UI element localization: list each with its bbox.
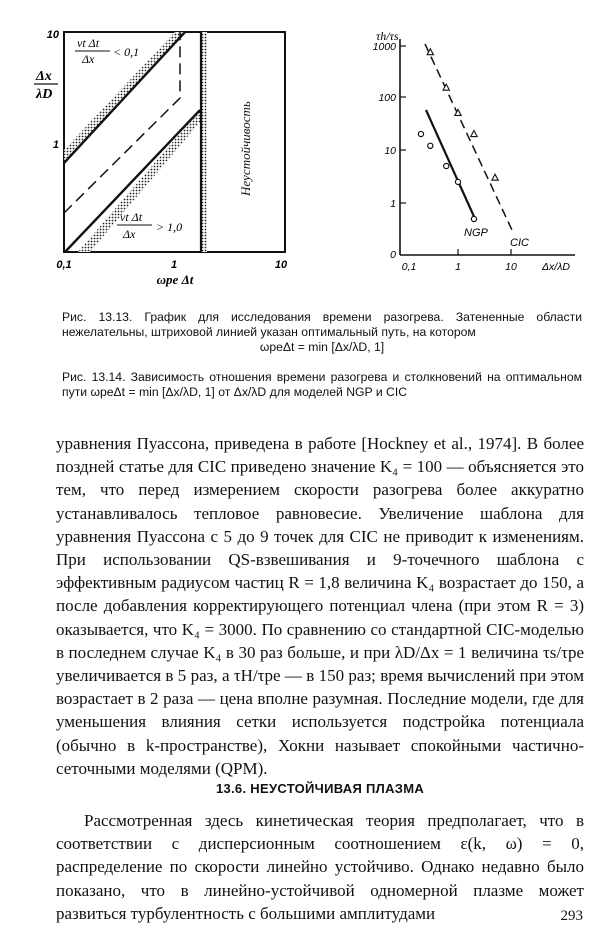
y-label-denominator: λD [36, 87, 53, 102]
section-heading: 13.6. НЕУСТОЙЧИВАЯ ПЛАЗМА [215, 781, 425, 796]
lower-label-relation: > 1,0 [156, 220, 183, 234]
lower-label-denominator: Δx [123, 227, 136, 241]
x-axis-label: Δx/λD [542, 261, 570, 273]
x-tick-label: 0,1 [401, 261, 417, 273]
y-axis-label [34, 69, 58, 102]
x-tick-label: 1 [170, 259, 178, 271]
y-tick-label: 1 [52, 139, 59, 151]
cic-data-point [492, 174, 498, 180]
ngp-data-point [418, 131, 423, 136]
y-tick-label: 100 [378, 92, 396, 104]
paragraph-text: Рассмотренная здесь кинетическая теория предполагает, что в соответствии с дисперсионным соотношением ε(k, ω) = 0, распределение по скорости линейно устойчиво. Однако недавно было показано, что в линейно-устойчивой одномерной плазме может развиться турбулентность с большими амплитудами [56, 811, 584, 923]
y-axis-label: τh/τs [376, 29, 399, 43]
upper-label-denominator: Δx [82, 52, 95, 66]
y-tick-label: 10 [46, 29, 59, 41]
caption-label: Рис. 13.13. [62, 310, 133, 324]
ngp-data-point [455, 179, 460, 184]
caption-fig-13-14 [62, 370, 582, 400]
caption-text: График для исследования времени разогрева. Затененные области нежелательны, штриховой линией указан оптимальный путь, на котором [62, 310, 583, 339]
ngp-series-line [426, 110, 476, 221]
x-axis-label: ωpe Δt [156, 272, 194, 287]
upper-label-numerator: vt Δt [77, 36, 100, 50]
lower-label-numerator: vt Δt [120, 210, 143, 224]
lower-region-label [117, 210, 182, 241]
x-tick-label: 10 [505, 261, 517, 273]
figure-13-13 [0, 0, 300, 290]
heating-time-chart [0, 0, 300, 290]
upper-label-relation: < 0,1 [113, 45, 140, 59]
paragraph-text: уравнения Пуассона, приведена в работе [Hockney et al., 1974]. В более поздней статье для CIC приведено значение K₄ = 100 — объясняется это тем, что перед измерением скорости разогрева более аккуратно устанавливалось тепловое равновесие. Увеличение шаблона для уравнения Пуассона с 5 до 9 точек для CIC не приводит к изменениям. При использовании QS-взвешивания и 9-точечного шаблона с эффективным радиусом частиц R = 1,8 величина K₄ возрастает до 150, а после добавления корректирующего потенциал члена (при этом R = 3) оказывается, что K₄ = 3000. По сравнению со стандартной CIC-моделью в последнем случае K₄ в 30 раз больше, и при λD/Δx = 1 величина τs/τpe увеличивается в 5 раз, а τH/τpe — в 150 раз; время вычислений при этом возрастает в 2 раза — цена вполне разумная. Последние модели, где для уменьшения влияния сетки используется подстройка потенциала (обычно в k-пространстве), Хокни называет спокойными частично-сеточными моделями (QPM). [56, 434, 584, 778]
y-tick-label: 0 [390, 249, 396, 261]
cic-series-points [427, 49, 498, 181]
origin-tick-label: 0,1 [56, 259, 72, 271]
upper-region-label [75, 36, 139, 66]
ngp-series-points [418, 131, 476, 221]
cic-data-point [471, 131, 477, 137]
heating-collision-ratio-chart [360, 24, 600, 286]
cic-series-label: CIC [510, 237, 529, 249]
page-number: 293 [560, 908, 583, 924]
y-tick-label: 1000 [372, 41, 396, 53]
caption-fig-13-13 [62, 310, 582, 355]
y-tick-label: 10 [384, 145, 396, 157]
caption-formula: ωpeΔt = min [Δx/λD, 1] [259, 340, 385, 354]
figure-13-14 [360, 24, 600, 286]
ngp-data-point [471, 216, 476, 221]
ngp-series-label: NGP [464, 227, 488, 239]
caption-label: Рис. 13.14. [62, 370, 126, 384]
instability-shading [202, 32, 207, 252]
ngp-data-point [444, 163, 449, 168]
ngp-data-point [428, 143, 433, 148]
y-label-numerator: Δx [36, 69, 52, 84]
body-paragraph-2 [56, 809, 584, 925]
instability-label: Неустойчивость [238, 101, 253, 196]
x-tick-label: 10 [274, 259, 288, 271]
y-tick-label: 1 [390, 198, 396, 210]
caption-text: Зависимость отношения времени разогрева и столкновений на оптимальном пути ωpeΔt = min [Δx/λD, 1] от Δx/λD для моделей NGP и CIC [62, 370, 583, 399]
x-tick-label: 1 [455, 261, 461, 273]
body-paragraph-1 [56, 432, 584, 780]
